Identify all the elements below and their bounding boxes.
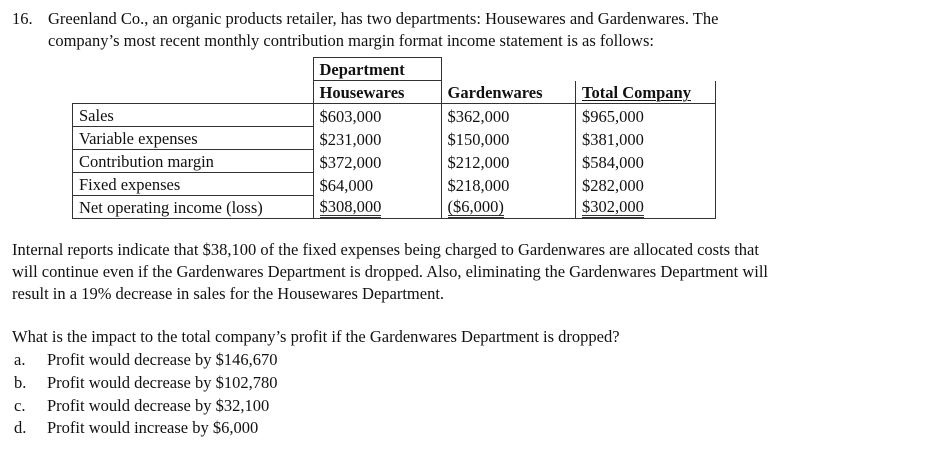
cell-value: $218,000 bbox=[447, 175, 510, 195]
option-a[interactable]: Profit would decrease by $146,670 bbox=[47, 350, 278, 369]
row-label-variable-expenses: Variable expenses bbox=[73, 127, 314, 150]
cell-value: $212,000 bbox=[447, 152, 510, 172]
option-b[interactable]: Profit would decrease by $102,780 bbox=[47, 373, 278, 392]
table-column-header-row bbox=[73, 81, 716, 104]
cell-value: $302,000 bbox=[576, 196, 716, 219]
option-b-letter: b. bbox=[14, 373, 27, 392]
row-label-sales: Sales bbox=[73, 104, 314, 127]
table-row bbox=[73, 104, 716, 127]
option-c-letter: c. bbox=[14, 396, 26, 415]
question-intro-line-1: Greenland Co., an organic products retailer, has two departments: Housewares and Gardenwares. The bbox=[48, 9, 719, 28]
table-row bbox=[73, 127, 716, 150]
cell-value: $584,000 bbox=[576, 150, 716, 173]
income-statement-table bbox=[72, 57, 716, 219]
option-a-letter: a. bbox=[14, 350, 26, 369]
cell-value: $64,000 bbox=[313, 173, 441, 196]
table-group-header-row bbox=[73, 58, 716, 81]
cell-value: $362,000 bbox=[447, 106, 510, 126]
table-row bbox=[73, 196, 716, 219]
column-header-gardenwares: Gardenwares bbox=[441, 81, 576, 104]
option-d-letter: d. bbox=[14, 418, 27, 437]
paragraph-line-3: result in a 19% decrease in sales for the Housewares Department. bbox=[12, 284, 445, 303]
cell-value: $603,000 bbox=[313, 104, 441, 127]
row-label-contribution-margin: Contribution margin bbox=[73, 150, 314, 173]
row-label-fixed-expenses: Fixed expenses bbox=[73, 173, 314, 196]
cell-value: $308,000 bbox=[313, 196, 441, 219]
table-row bbox=[73, 150, 716, 173]
cell-value: $965,000 bbox=[576, 104, 716, 127]
paragraph-line-1: Internal reports indicate that $38,100 of the fixed expenses being charged to Gardenwares are allocated costs that bbox=[12, 240, 759, 259]
cell-value: $150,000 bbox=[447, 129, 510, 149]
question-intro-line-2: company’s most recent monthly contribution margin format income statement is as follows: bbox=[48, 31, 654, 50]
option-c[interactable]: Profit would decrease by $32,100 bbox=[47, 396, 270, 415]
cell-value: ($6,000) bbox=[441, 196, 576, 219]
department-header: Department bbox=[313, 58, 441, 81]
cell-value: $282,000 bbox=[576, 173, 716, 196]
cell-value: $381,000 bbox=[576, 127, 716, 150]
question-prompt: What is the impact to the total company’s profit if the Gardenwares Department is dropped? bbox=[12, 327, 620, 346]
column-header-housewares: Housewares bbox=[313, 81, 441, 104]
option-d[interactable]: Profit would increase by $6,000 bbox=[47, 418, 259, 437]
paragraph-line-2: will continue even if the Gardenwares Department is dropped. Also, eliminating the Gardenwares Department will bbox=[12, 262, 769, 281]
cell-value: $231,000 bbox=[313, 127, 441, 150]
column-header-total: Total Company bbox=[576, 81, 716, 104]
row-label-net-operating-income: Net operating income (loss) bbox=[73, 196, 314, 219]
table-row bbox=[73, 173, 716, 196]
cell-value: $372,000 bbox=[313, 150, 441, 173]
question-number: 16. bbox=[12, 9, 33, 28]
